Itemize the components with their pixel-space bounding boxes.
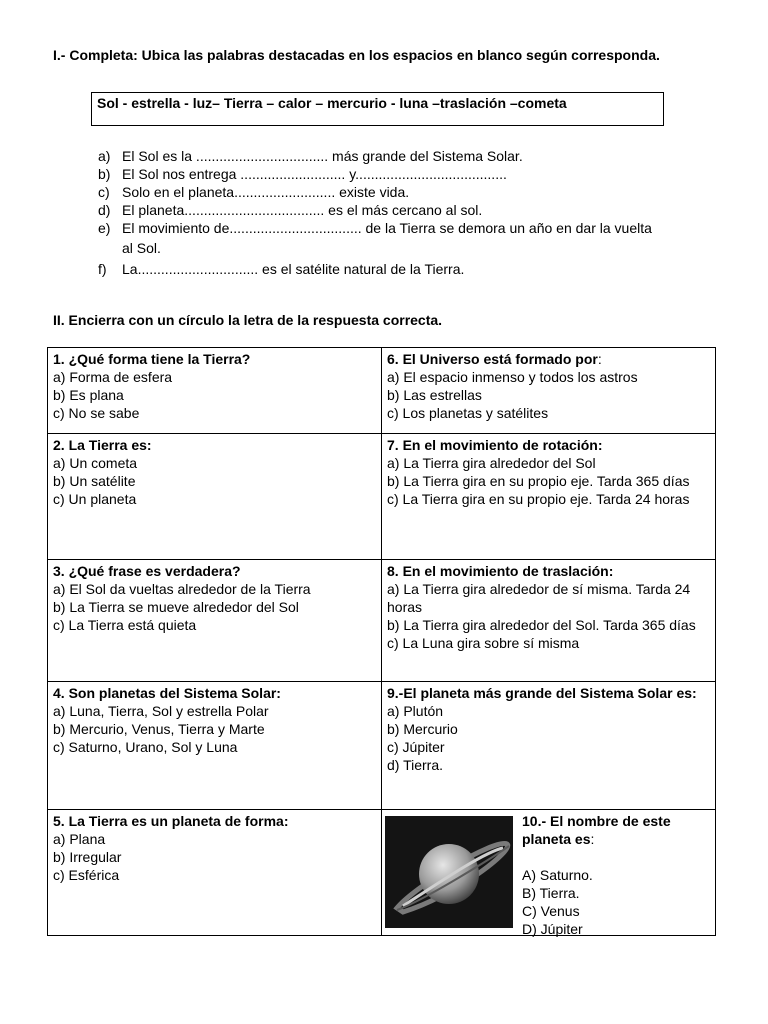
question-cell-8	[382, 560, 716, 682]
item-label: c)	[98, 184, 110, 200]
question-cell-2	[48, 434, 382, 560]
question-text: 1. ¿Qué forma tiene la Tierra?	[53, 351, 251, 367]
saturn-planet-image	[385, 816, 513, 928]
question-cell-5	[48, 810, 382, 936]
word-bank-text: Sol - estrella - luz– Tierra – calor – mercurio - luna –traslación –cometa	[97, 95, 567, 111]
question-cell-1	[48, 348, 382, 434]
question-text: 6. El Universo está formado por	[387, 351, 598, 367]
answer-option[interactable]: A) Saturno.	[522, 867, 593, 883]
item-label: a)	[98, 148, 111, 164]
answer-option[interactable]: b) Un satélite	[53, 473, 136, 489]
question-suffix: :	[597, 351, 602, 367]
item-label: b)	[98, 166, 111, 182]
list-item	[98, 147, 718, 165]
quiz-table	[47, 347, 716, 936]
answer-option[interactable]: c) La Tierra está quieta	[53, 617, 197, 633]
item-label: f)	[98, 261, 107, 277]
answer-option[interactable]: c) La Luna gira sobre sí misma	[387, 635, 580, 651]
answer-option[interactable]: b) Irregular	[53, 849, 122, 865]
section-1-title: I.- Completa: Ubica las palabras destacadas en los espacios en blanco según corresponda.	[53, 47, 660, 63]
list-item	[98, 165, 718, 183]
question-text: 10.- El nombre de este planeta es:	[522, 813, 671, 847]
question-text: 8. En el movimiento de traslación:	[387, 563, 614, 579]
planet-question	[522, 812, 712, 938]
answer-option[interactable]: a) La Tierra gira alrededor del Sol	[387, 455, 596, 471]
question-text: 2. La Tierra es:	[53, 437, 152, 453]
question-text: 7. En el movimiento de rotación:	[387, 437, 603, 453]
answer-option[interactable]: b) Mercurio, Venus, Tierra y Marte	[53, 721, 265, 737]
answer-option[interactable]: a) El Sol da vueltas alrededor de la Tierra	[53, 581, 311, 597]
question-cell-3	[48, 560, 382, 682]
answer-option[interactable]: c) Esférica	[53, 867, 120, 883]
answer-option[interactable]: b) La Tierra gira alrededor del Sol. Tarda 365 días	[387, 617, 696, 633]
answer-option[interactable]: b) Mercurio	[387, 721, 458, 737]
answer-option[interactable]: a) Luna, Tierra, Sol y estrella Polar	[53, 703, 269, 719]
answer-option[interactable]: b) Las estrellas	[387, 387, 482, 403]
answer-option[interactable]: a) Forma de esfera	[53, 369, 173, 385]
list-item	[98, 239, 718, 257]
answer-option[interactable]: a) Plana	[53, 831, 106, 847]
item-label: d)	[98, 202, 111, 218]
question-cell-7	[382, 434, 716, 560]
answer-option[interactable]: a) El espacio inmenso y todos los astros	[387, 369, 638, 385]
question-text: 3. ¿Qué frase es verdadera?	[53, 563, 241, 579]
answer-option[interactable]: c) Un planeta	[53, 491, 137, 507]
spacer	[522, 848, 712, 866]
answer-option[interactable]: a) La Tierra gira alrededor de sí misma. Tarda 24 horas	[387, 581, 691, 615]
item-text: La............................... es el satélite natural de la Tierra.	[122, 261, 465, 277]
list-item	[98, 183, 718, 201]
section-2-title: II. Encierra con un círculo la letra de la respuesta correcta.	[53, 312, 443, 328]
answer-option[interactable]: B) Tierra.	[522, 885, 580, 901]
question-cell-9	[382, 682, 716, 810]
answer-option[interactable]: b) Es plana	[53, 387, 124, 403]
question-text: 9.-El planeta más grande del Sistema Solar es:	[387, 685, 697, 701]
item-text: al Sol.	[122, 240, 161, 256]
answer-option[interactable]: d) Tierra.	[387, 757, 444, 773]
question-cell-10	[382, 810, 716, 936]
answer-option[interactable]: a) Plutón	[387, 703, 444, 719]
answer-option[interactable]: D) Júpiter	[522, 921, 583, 937]
answer-option[interactable]: C) Venus	[522, 903, 580, 919]
question-cell-4	[48, 682, 382, 810]
question-text: 5. La Tierra es un planeta de forma:	[53, 813, 289, 829]
item-text: El Sol es la .................................. más grande del Sistema Solar.	[122, 148, 523, 164]
item-label: e)	[98, 220, 111, 236]
saturn-planet-icon	[385, 816, 513, 928]
question-cell-6	[382, 348, 716, 434]
item-text: Solo en el planeta.......................... existe vida.	[122, 184, 410, 200]
item-text: El planeta.................................... es el más cercano al sol.	[122, 202, 483, 218]
list-item	[98, 260, 718, 278]
answer-option[interactable]: b) La Tierra gira en su propio eje. Tarda 365 días	[387, 473, 690, 489]
list-item	[98, 201, 718, 219]
answer-option[interactable]: c) Júpiter	[387, 739, 445, 755]
answer-option[interactable]: c) Saturno, Urano, Sol y Luna	[53, 739, 238, 755]
word-bank-box	[91, 92, 664, 126]
answer-option[interactable]: c) La Tierra gira en su propio eje. Tarda 24 horas	[387, 491, 690, 507]
answer-option[interactable]: b) La Tierra se mueve alrededor del Sol	[53, 599, 299, 615]
answer-option[interactable]: c) No se sabe	[53, 405, 140, 421]
item-text: El movimiento de.................................. de la Tierra se demora un año en dar la vuelta	[122, 220, 652, 236]
question-text: 4. Son planetas del Sistema Solar:	[53, 685, 281, 701]
answer-option[interactable]: c) Los planetas y satélites	[387, 405, 549, 421]
list-item	[98, 219, 718, 237]
answer-option[interactable]: a) Un cometa	[53, 455, 138, 471]
item-text: El Sol nos entrega ........................... y.......................................	[122, 166, 507, 182]
